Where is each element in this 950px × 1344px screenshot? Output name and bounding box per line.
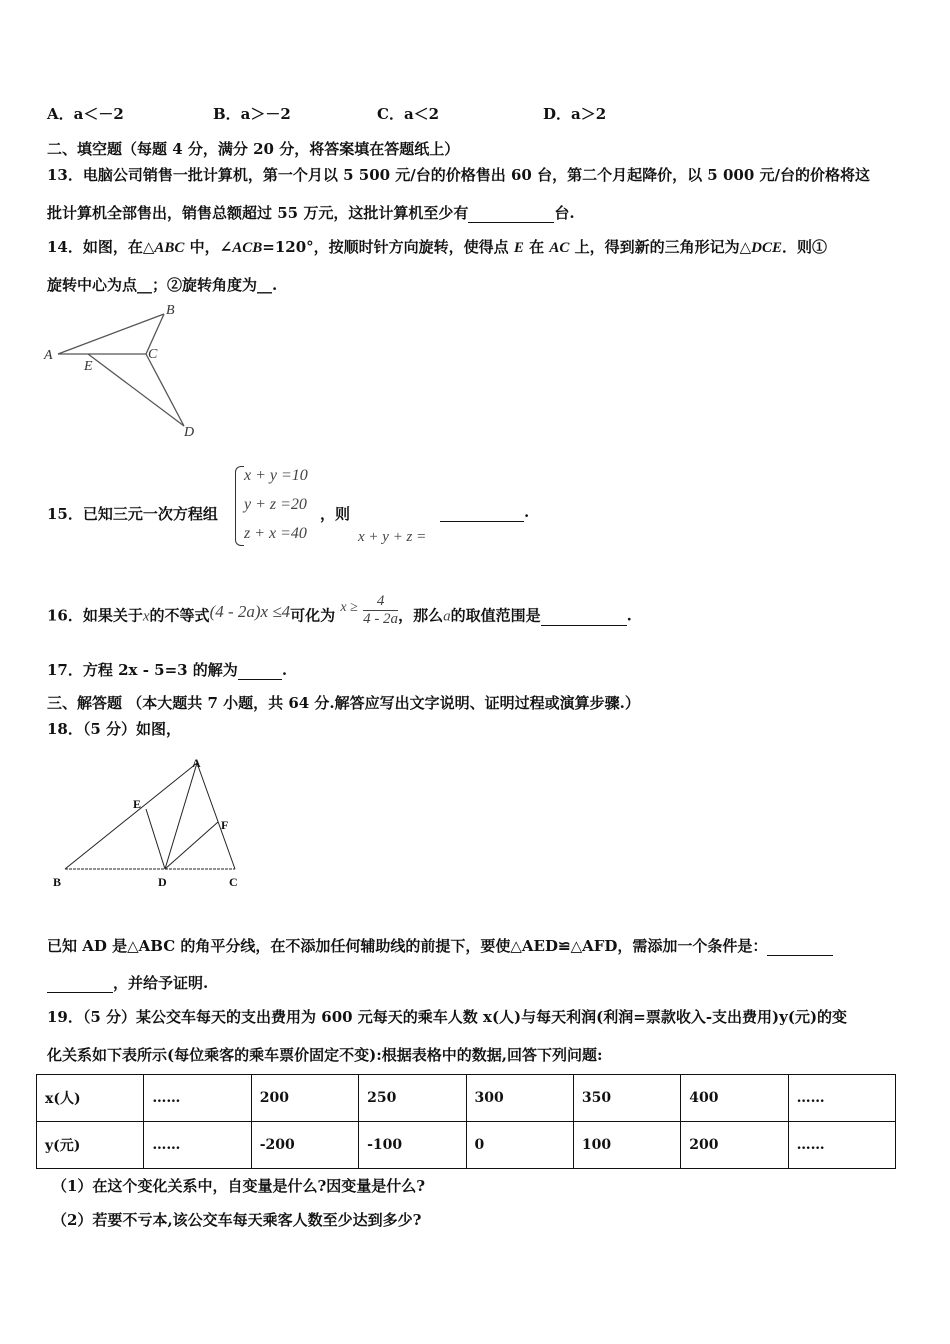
q18-figure: [45, 755, 250, 895]
q17-answer-blank: [238, 661, 282, 680]
q16-text-3: 可化为: [290, 606, 336, 625]
table-cell: 250: [359, 1075, 466, 1122]
q18-line2: [47, 972, 208, 993]
q14-text-6: ．则①: [781, 238, 827, 256]
q18-title: 18．（5 分）如图，: [47, 720, 182, 738]
q15-answer-blank: [440, 503, 524, 522]
q19-table: [36, 1074, 896, 1169]
q14-label-b: B: [166, 303, 175, 318]
q16-text-2: 的不等式: [149, 606, 210, 625]
q16-frac-num: 4: [363, 593, 398, 611]
table-cell: ……: [144, 1075, 251, 1122]
q16-frac-den: 4 - 2a: [363, 611, 399, 627]
q18-segment-ad: [165, 763, 197, 869]
q16-var-a: a: [443, 608, 451, 625]
q18-answer-blank-1: [767, 937, 833, 956]
q17-post: .: [281, 661, 288, 679]
q14-acb: ACB: [232, 240, 263, 256]
section3-heading: 三、解答题 （本大题共 7 小题，共 64 分.解答应写出文字说明、证明过程或演算步骤.）: [47, 694, 640, 712]
q16-answer-blank: [541, 607, 627, 626]
q18-label-c: C: [229, 875, 238, 889]
q14-ac: AC: [549, 240, 570, 256]
q14-line2: 旋转中心为点__；②旋转角度为__.: [47, 276, 278, 294]
q14-text-3: =120°，按顺时针方向旋转，使得点: [262, 238, 514, 256]
q14-label-a: A: [44, 348, 53, 363]
q14-figure: [40, 300, 210, 445]
q18-segment-ba: [65, 763, 197, 869]
q19-line2: 化关系如下表所示(每位乘客的乘车票价固定不变):根据表格中的数据,回答下列问题:: [47, 1046, 603, 1064]
q16-line: [47, 593, 632, 634]
q19-line1: 19．（5 分）某公交车每天的支出费用为 600 元每天的乘车人数 x(人)与每天利润(利润=票款收入-支出费用)y(元)的变: [47, 1008, 848, 1026]
q13-line1: 13．电脑公司销售一批计算机，第一个月以 5 500 元/台的价格售出 60 台，第二个月起降价，以 5 000 元/台的价格将这: [47, 166, 870, 184]
option-d: D．a＞2: [543, 105, 607, 123]
q15-answer: [440, 503, 529, 522]
q14-segment-ed: [88, 354, 184, 426]
q14-text-1: 14．如图，在△: [47, 238, 155, 256]
option-c: C．a＜2: [377, 105, 440, 123]
section2-heading: 二、填空题（每题 4 分，满分 20 分，将答案填在答题纸上）: [47, 140, 460, 158]
table-cell: y(元): [37, 1122, 144, 1169]
q15-eq1: x + y =10: [244, 467, 308, 484]
q18-segment-fd: [165, 822, 218, 869]
option-a: A．a＜－2: [47, 105, 124, 123]
q16-x-ge: x ≥: [340, 599, 358, 615]
table-cell: 400: [681, 1075, 788, 1122]
table-cell: ……: [144, 1122, 251, 1169]
q14-dce: DCE: [751, 240, 782, 256]
q14-text-5: 上，得到新的三角形记为△: [569, 238, 752, 256]
q13-line2: [47, 202, 575, 223]
q15-expr: x + y + z =: [358, 529, 427, 545]
q17-text: 17．方程 2x - 5=3 的解为: [47, 661, 238, 679]
q18-answer-blank-2: [47, 974, 113, 993]
q14-line1: [47, 236, 827, 257]
table-cell: -100: [359, 1122, 466, 1169]
q14-label-d: D: [184, 425, 195, 440]
q14-text-2: 中，∠: [184, 238, 233, 256]
table-cell: 300: [466, 1075, 573, 1122]
q14-label-c: C: [148, 347, 158, 362]
q17-line: [47, 659, 287, 680]
q14-e: E: [513, 240, 524, 256]
q15-mid: ，则: [320, 505, 351, 523]
table-cell: 200: [681, 1122, 788, 1169]
q16-text-1: 16．如果关于: [47, 606, 143, 625]
q16-text-6: .: [626, 606, 632, 625]
q18-segment-ed: [146, 809, 165, 869]
table-cell: x(人): [37, 1075, 144, 1122]
q14-segment-cd: [146, 354, 184, 426]
q14-text-4: 在: [523, 238, 550, 256]
q16-text-4: ，那么: [398, 606, 444, 625]
q14-label-e: E: [84, 359, 93, 374]
q18-label-a: A: [192, 756, 201, 770]
q18-line1: [47, 935, 833, 956]
q13-line2-text: 批计算机全部售出，销售总额超过 55 万元，这批计算机至少有: [47, 204, 469, 222]
q16-var-x: x: [142, 608, 150, 625]
q13-line2-post: 台.: [554, 204, 575, 222]
q18-label-f: F: [221, 818, 229, 832]
q16-text-5: 的取值范围是: [450, 606, 541, 625]
q16-inequality: (4 - 2a)x ≤4: [209, 601, 291, 621]
table-cell: ……: [788, 1075, 895, 1122]
q18-line2-text: ，并给予证明.: [113, 974, 209, 992]
q18-text: 已知 AD 是△ABC 的角平分线，在不添加任何辅助线的前提下，要使△AED≌△AFD，需添加一个条件是：: [47, 937, 768, 955]
q16-fraction: [363, 593, 398, 628]
q18-label-e: E: [133, 797, 142, 811]
q18-label-d: D: [158, 875, 167, 889]
q15-prefix: 15．已知三元一次方程组: [47, 505, 218, 523]
q15-post: .: [524, 503, 530, 521]
q15-brace: [235, 466, 244, 546]
q13-answer-blank: [468, 204, 554, 223]
table-row: [37, 1122, 896, 1169]
table-cell: ……: [788, 1122, 895, 1169]
q18-segment-ac: [197, 763, 235, 869]
q18-label-b: B: [53, 875, 62, 889]
q15-eq3: z + x =40: [244, 525, 307, 542]
table-cell: 100: [573, 1122, 680, 1169]
q15-eq2: y + z =20: [244, 496, 307, 513]
option-b: B．a＞－2: [213, 105, 291, 123]
q14-abc: ABC: [154, 240, 185, 256]
table-cell: 200: [251, 1075, 358, 1122]
table-row: [37, 1075, 896, 1122]
q19-sub1: （1）在这个变化关系中，自变量是什么?因变量是什么?: [52, 1177, 426, 1195]
table-cell: 0: [466, 1122, 573, 1169]
q19-sub2: （2）若要不亏本,该公交车每天乘客人数至少达到多少?: [52, 1211, 422, 1229]
table-cell: -200: [251, 1122, 358, 1169]
table-cell: 350: [573, 1075, 680, 1122]
